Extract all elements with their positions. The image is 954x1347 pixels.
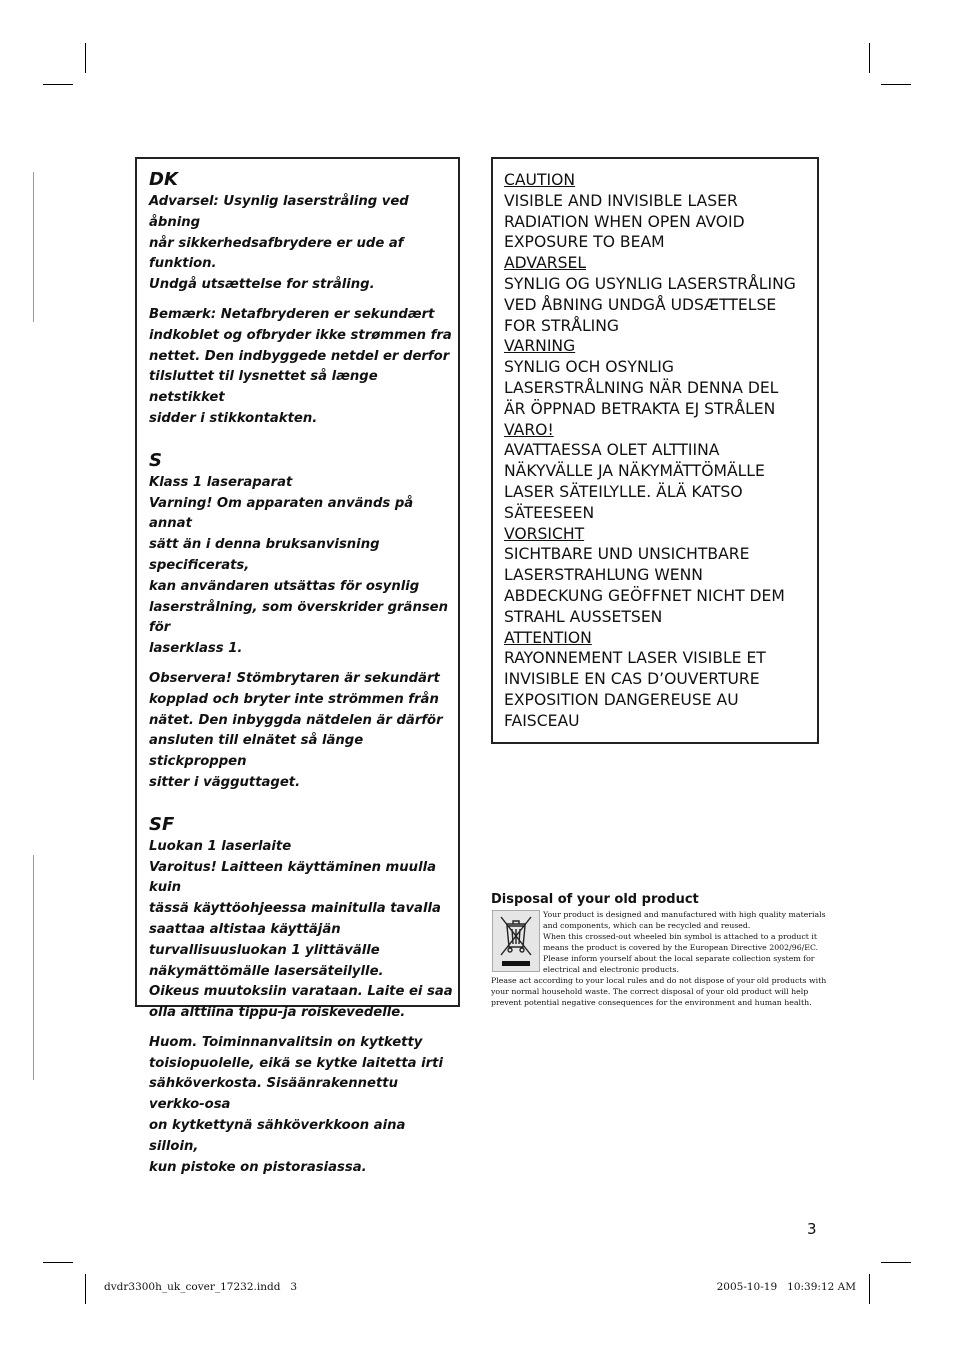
- text-line: sätt än i denna bruksanvisning specificerats,: [149, 537, 380, 573]
- caution-line: SYNLIG OG USYNLIG LASERSTRÅLING: [504, 274, 796, 293]
- text-line: Advarsel: Usynlig laserstråling ved åbning: [149, 194, 409, 230]
- caution-line: SÄTEESEEN: [504, 503, 595, 522]
- text-line: Please act according to your local rules and do not dispose of your old products with: [491, 976, 827, 985]
- text-line: Oikeus muutoksiin varataan. Laite ei saa: [149, 984, 453, 1000]
- paragraph: [149, 1033, 453, 1179]
- crop-mark: [881, 84, 911, 85]
- text-line: turvallisuusluokan 1 ylittävälle: [149, 942, 380, 958]
- caution-line: FAISCEAU: [504, 711, 580, 730]
- text-line: kun pistoke on pistorasiassa.: [149, 1159, 367, 1175]
- text-line: Varning! Om apparaten används på annat: [149, 495, 414, 532]
- caution-line: SICHTBARE UND UNSICHTBARE: [504, 545, 750, 564]
- caution-line: ÄR ÖPPNAD BETRAKTA EJ STRÅLEN: [504, 399, 776, 418]
- text-line: tässä käyttöohjeessa mainitulla tavalla: [149, 901, 441, 917]
- caution-line: ABDECKUNG GEÖFFNET NICHT DEM: [504, 586, 785, 605]
- text-line: kan användaren utsättas för osynlig: [149, 578, 420, 594]
- caution-line: INVISIBLE EN CAS D’OUVERTURE: [504, 670, 760, 689]
- text-line: Luokan 1 laserlaite: [149, 838, 292, 854]
- varning-heading: VARNING: [504, 337, 576, 356]
- paragraph: [149, 305, 453, 430]
- advarsel-heading: ADVARSEL: [504, 254, 587, 273]
- text-line: olla alttiina tippu-ja roiskevedelle.: [149, 1005, 406, 1021]
- caution-line: AVATTAESSA OLET ALTTIINA: [504, 441, 720, 460]
- text-line: nätet. Den inbyggda nätdelen är därför: [149, 712, 443, 728]
- crop-mark: [43, 84, 73, 85]
- footer-filename: dvdr3300h_uk_cover_17232.indd 3: [104, 1281, 298, 1293]
- text-line: Varoitus! Laitteen käyttäminen muulla kuin: [149, 859, 437, 896]
- footer-timestamp: 2005-10-19 10:39:12 AM: [716, 1281, 856, 1293]
- text-line: näkymättömälle lasersäteilylle.: [149, 963, 384, 979]
- text-line: Your product is designed and manufactured with high quality materials: [543, 910, 826, 919]
- caution-line: RAYONNEMENT LASER VISIBLE ET: [504, 649, 766, 668]
- section-heading: SF: [149, 813, 175, 835]
- margin-line: [33, 172, 34, 322]
- text-line: kopplad och bryter inte strömmen från: [149, 691, 439, 707]
- section-heading: DK: [149, 169, 178, 190]
- varo-heading: VARO!: [504, 420, 554, 439]
- margin-line: [33, 855, 34, 1080]
- text-line: ansluten till elnätet så länge stickproppen: [149, 733, 364, 770]
- page-number: 3: [807, 1220, 817, 1238]
- text-line: When this crossed-out wheeled bin symbol is attached to a product it: [543, 931, 818, 941]
- caution-line: STRAHL AUSSETSEN: [504, 607, 663, 626]
- caution-line: VISIBLE AND INVISIBLE LASER: [504, 191, 738, 210]
- text-line: sidder i stikkontakten.: [149, 410, 318, 426]
- text-line: Huom. Toiminnanvalitsin on kytketty: [149, 1034, 423, 1050]
- text-line: your normal household waste. The correct disposal of your old product will help: [491, 986, 809, 996]
- text-line: sitter i vägguttaget.: [149, 774, 301, 790]
- crop-mark: [869, 43, 870, 73]
- disposal-text: [543, 910, 826, 975]
- text-line: laserklass 1.: [149, 641, 243, 657]
- text-line: saattaa altistaa käyttäjän: [149, 921, 341, 937]
- section-dk: [149, 169, 453, 430]
- caution-line: EXPOSURE TO BEAM: [504, 233, 665, 252]
- section-s: [149, 450, 453, 794]
- caution-line: EXPOSITION DANGEREUSE AU: [504, 690, 739, 709]
- disposal-title: Disposal of your old product: [491, 892, 699, 907]
- disposal-text: [491, 976, 827, 1009]
- text-line: Undgå utsættelse for stråling.: [149, 277, 375, 293]
- caution-heading: CAUTION: [504, 171, 576, 189]
- caution-line: NÄKYVÄLLE JA NÄKYMÄTTÖMÄLLE: [504, 462, 765, 481]
- text-line: laserstrålning, som överskrider gränsen för: [149, 599, 449, 636]
- text-line: means the product is covered by the European Directive 2002/96/EC.: [543, 942, 819, 952]
- caution-line: RADIATION WHEN OPEN AVOID: [504, 212, 745, 231]
- attention-heading: ATTENTION: [504, 628, 592, 647]
- caution-line: FOR STRÅLING: [504, 316, 619, 335]
- text-line: når sikkerhedsafbrydere er ude af funktion.: [149, 235, 404, 272]
- caution-line: SYNLIG OCH OSYNLIG: [504, 358, 674, 377]
- paragraph: [149, 669, 453, 794]
- paragraph: [149, 192, 453, 296]
- text-line: electrical and electronic products.: [543, 964, 679, 974]
- caution-line: LASERSTRAHLUNG WENN: [504, 566, 703, 585]
- text-line: nettet. Den indbyggede netdel er derfor: [149, 348, 450, 364]
- text-line: tilsluttet til lysnettet så længe netstikket: [149, 369, 378, 406]
- crossed-out-wheeled-bin-icon: [492, 910, 540, 972]
- text-line: on kytkettynä sähköverkkoon aina silloin,: [149, 1118, 406, 1154]
- caution-label-panel: [491, 157, 819, 744]
- paragraph: [149, 837, 453, 1024]
- crop-mark: [869, 1274, 870, 1304]
- crop-mark: [43, 1262, 73, 1263]
- text-line: toisiopuolelle, eikä se kytke laitetta irti: [149, 1055, 444, 1071]
- safety-notice-panel: [135, 157, 460, 1175]
- crop-mark: [85, 43, 86, 73]
- text-line: Bemærk: Netafbryderen er sekundært: [149, 306, 435, 322]
- text-line: Klass 1 laseraparat: [149, 474, 293, 490]
- text-line: prevent potential negative consequences for the environment and human health.: [491, 997, 812, 1007]
- caution-line: LASER SÄTEILYLLE. ÄLÄ KATSO: [504, 482, 743, 501]
- caution-line: VED ÅBNING UNDGÅ UDSÆTTELSE: [504, 295, 777, 314]
- paragraph: [149, 473, 453, 660]
- text-line: Please inform yourself about the local separate collection system for: [543, 953, 815, 963]
- caution-line: LASERSTRÅLNING NÄR DENNA DEL: [504, 378, 779, 397]
- text-line: and components, which can be recycled and reused.: [543, 920, 751, 930]
- text-line: indkoblet og ofbryder ikke strømmen fra: [149, 327, 452, 343]
- section-sf: [149, 814, 453, 1179]
- text-line: Observera! Stömbrytaren är sekundärt: [149, 670, 440, 686]
- vorsicht-heading: VORSICHT: [504, 524, 585, 543]
- text-line: sähköverkosta. Sisäänrakennettu verkko-osa: [149, 1076, 398, 1113]
- crop-mark: [881, 1262, 911, 1263]
- crop-mark: [85, 1274, 86, 1304]
- section-heading: S: [149, 449, 162, 471]
